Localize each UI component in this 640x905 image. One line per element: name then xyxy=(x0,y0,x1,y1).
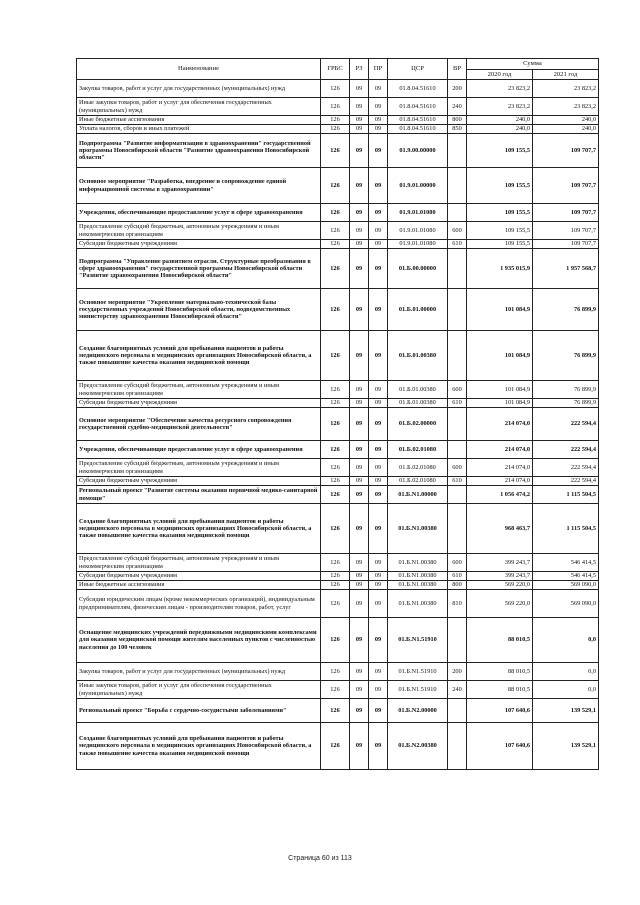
row-sum-2020: 109 155,5 xyxy=(467,134,533,168)
row-sum-2020: 23 823,2 xyxy=(467,98,533,116)
row-name: Субсидии бюджетным учреждениям xyxy=(77,477,321,486)
row-sum-2020: 569 220,0 xyxy=(467,590,533,618)
table-row xyxy=(77,399,599,408)
table-row xyxy=(77,80,599,98)
row-sum-2021: 222 594,4 xyxy=(533,477,599,486)
row-sum-2020: 399 243,7 xyxy=(467,554,533,572)
row-name: Создание благоприятных условий для пребывания пациентов и работы медицинского персонала в медицинских организациях Новосибирской области, а также повышение качества оказания медицинской помощи xyxy=(77,504,321,554)
row-name: Подпрограмма "Развитие информатизации в здравоохранении" государственной программы Новосибирской области "Развитие здравоохранения Новосибирской области" xyxy=(77,134,321,168)
row-pr: 09 xyxy=(369,289,388,331)
row-name: Предоставление субсидий бюджетным, автономным учреждениям и иным некоммерческим организациям xyxy=(77,222,321,240)
row-csr: 01.Б.N1.00380 xyxy=(388,554,448,572)
row-vr xyxy=(448,289,467,331)
row-sum-2021: 222 594,4 xyxy=(533,408,599,441)
table-row xyxy=(77,681,599,699)
row-grbs: 126 xyxy=(321,581,350,590)
row-pr: 09 xyxy=(369,504,388,554)
row-csr: 01.Б.N1.51910 xyxy=(388,663,448,681)
row-sum-2020: 214 074,0 xyxy=(467,459,533,477)
table-row xyxy=(77,204,599,222)
row-rz: 09 xyxy=(350,80,369,98)
row-sum-2020: 214 074,0 xyxy=(467,477,533,486)
row-grbs: 126 xyxy=(321,168,350,204)
table-row xyxy=(77,581,599,590)
row-sum-2020: 107 640,6 xyxy=(467,699,533,723)
row-vr: 610 xyxy=(448,399,467,408)
row-name: Субсидии бюджетным учреждениям xyxy=(77,399,321,408)
row-name: Региональный проект "Борьба с сердечно-сосудистыми заболеваниями" xyxy=(77,699,321,723)
row-grbs: 126 xyxy=(321,240,350,249)
header-vr: ВР xyxy=(448,59,467,80)
table-row xyxy=(77,98,599,116)
row-rz: 09 xyxy=(350,554,369,572)
table-row xyxy=(77,222,599,240)
row-grbs: 126 xyxy=(321,249,350,289)
row-csr: 01.8.04.51610 xyxy=(388,116,448,125)
table-row xyxy=(77,441,599,459)
row-name: Иные закупки товаров, работ и услуг для обеспечения государственных (муниципальных) нужд xyxy=(77,98,321,116)
table-row xyxy=(77,459,599,477)
row-vr xyxy=(448,331,467,381)
table-row xyxy=(77,168,599,204)
row-name: Предоставление субсидий бюджетным, автономным учреждениям и иным некоммерческим организациям xyxy=(77,381,321,399)
row-sum-2020: 1 935 015,9 xyxy=(467,249,533,289)
row-pr: 09 xyxy=(369,134,388,168)
row-sum-2020: 101 084,9 xyxy=(467,331,533,381)
budget-table xyxy=(76,58,599,770)
row-grbs: 126 xyxy=(321,590,350,618)
table-row xyxy=(77,554,599,572)
row-csr: 01.Б.N1.51910 xyxy=(388,618,448,663)
row-grbs: 126 xyxy=(321,134,350,168)
header-year-2021: 2021 год xyxy=(533,70,599,80)
row-vr: 600 xyxy=(448,554,467,572)
row-vr xyxy=(448,699,467,723)
row-rz: 09 xyxy=(350,98,369,116)
row-sum-2021: 240,0 xyxy=(533,116,599,125)
row-sum-2021: 0,0 xyxy=(533,681,599,699)
row-rz: 09 xyxy=(350,249,369,289)
table-row xyxy=(77,134,599,168)
row-sum-2020: 109 155,5 xyxy=(467,204,533,222)
row-pr: 09 xyxy=(369,80,388,98)
row-name: Предоставление субсидий бюджетным, автономным учреждениям и иным некоммерческим организациям xyxy=(77,554,321,572)
table-row xyxy=(77,723,599,770)
row-csr: 01.Б.N1.00000 xyxy=(388,486,448,504)
row-sum-2020: 101 084,9 xyxy=(467,289,533,331)
row-sum-2021: 0,0 xyxy=(533,618,599,663)
row-name: Основное мероприятие "Укрепление материально-технической базы государственных учреждений Новосибирской области, подведомственных министерству здравоохранения Новосибирской области" xyxy=(77,289,321,331)
row-sum-2020: 101 084,9 xyxy=(467,381,533,399)
row-name: Предоставление субсидий бюджетным, автономным учреждениям и иным некоммерческим организациям xyxy=(77,459,321,477)
row-rz: 09 xyxy=(350,331,369,381)
row-pr: 09 xyxy=(369,98,388,116)
row-grbs: 126 xyxy=(321,125,350,134)
row-vr: 240 xyxy=(448,98,467,116)
row-rz: 09 xyxy=(350,723,369,770)
row-name: Закупка товаров, работ и услуг для государственных (муниципальных) нужд xyxy=(77,663,321,681)
row-grbs: 126 xyxy=(321,222,350,240)
table-body xyxy=(77,80,599,770)
row-csr: 01.Б.N1.51910 xyxy=(388,681,448,699)
row-rz: 09 xyxy=(350,441,369,459)
header-grbs: ГРБС xyxy=(321,59,350,80)
row-rz: 09 xyxy=(350,240,369,249)
row-pr: 09 xyxy=(369,331,388,381)
row-rz: 09 xyxy=(350,590,369,618)
row-pr: 09 xyxy=(369,249,388,289)
row-sum-2021: 109 707,7 xyxy=(533,240,599,249)
row-vr xyxy=(448,723,467,770)
row-name: Создание благоприятных условий для пребывания пациентов и работы медицинского персонала в медицинских организациях Новосибирской области, а также повышение качества оказания медицинской помощи xyxy=(77,723,321,770)
row-vr: 200 xyxy=(448,80,467,98)
row-name: Субсидии юридическим лицам (кроме некоммерческих организаций), индивидуальным предпринимателям, физическим лицам - производителям товаров, работ, услуг xyxy=(77,590,321,618)
row-grbs: 126 xyxy=(321,331,350,381)
row-sum-2021: 569 090,0 xyxy=(533,581,599,590)
row-sum-2021: 1 957 568,7 xyxy=(533,249,599,289)
row-sum-2020: 214 074,0 xyxy=(467,441,533,459)
row-rz: 09 xyxy=(350,681,369,699)
row-rz: 09 xyxy=(350,408,369,441)
row-vr xyxy=(448,408,467,441)
row-rz: 09 xyxy=(350,581,369,590)
row-sum-2020: 968 463,7 xyxy=(467,504,533,554)
row-csr: 01.Б.02.01080 xyxy=(388,441,448,459)
row-rz: 09 xyxy=(350,572,369,581)
row-sum-2021: 109 707,7 xyxy=(533,134,599,168)
row-vr: 800 xyxy=(448,116,467,125)
header-csr: ЦСР xyxy=(388,59,448,80)
page-footer: Страница 60 из 113 xyxy=(288,855,352,862)
row-rz: 09 xyxy=(350,125,369,134)
row-sum-2021: 1 115 504,5 xyxy=(533,486,599,504)
row-name: Закупка товаров, работ и услуг для государственных (муниципальных) нужд xyxy=(77,80,321,98)
row-vr: 600 xyxy=(448,459,467,477)
row-csr: 01.Б.N2.00000 xyxy=(388,699,448,723)
row-rz: 09 xyxy=(350,477,369,486)
row-csr: 01.Б.02.01080 xyxy=(388,477,448,486)
row-sum-2020: 1 056 474,2 xyxy=(467,486,533,504)
row-grbs: 126 xyxy=(321,289,350,331)
row-grbs: 126 xyxy=(321,98,350,116)
row-vr: 610 xyxy=(448,572,467,581)
row-csr: 01.Б.N1.00380 xyxy=(388,581,448,590)
row-name: Иные бюджетные ассигнования xyxy=(77,581,321,590)
row-rz: 09 xyxy=(350,204,369,222)
row-name: Субсидии бюджетным учреждениям xyxy=(77,572,321,581)
row-pr: 09 xyxy=(369,116,388,125)
row-vr xyxy=(448,441,467,459)
row-csr: 01.Б.N1.00380 xyxy=(388,590,448,618)
header-year-2020: 2020 год xyxy=(467,70,533,80)
row-grbs: 126 xyxy=(321,381,350,399)
header-rz: РЗ xyxy=(350,59,369,80)
row-grbs: 126 xyxy=(321,504,350,554)
row-csr: 01.8.04.51610 xyxy=(388,125,448,134)
row-vr xyxy=(448,618,467,663)
row-name: Иные закупки товаров, работ и услуг для обеспечения государственных (муниципальных) нужд xyxy=(77,681,321,699)
row-pr: 09 xyxy=(369,168,388,204)
row-pr: 09 xyxy=(369,240,388,249)
row-sum-2021: 546 414,5 xyxy=(533,572,599,581)
row-sum-2020: 109 155,5 xyxy=(467,168,533,204)
row-sum-2020: 107 640,6 xyxy=(467,723,533,770)
row-name: Основное мероприятие "Разработка, внедрение и сопровождение единой информационной системы в здравоохранении" xyxy=(77,168,321,204)
row-vr: 810 xyxy=(448,590,467,618)
header-pr: ПР xyxy=(369,59,388,80)
row-sum-2021: 546 414,5 xyxy=(533,554,599,572)
row-vr xyxy=(448,504,467,554)
row-grbs: 126 xyxy=(321,80,350,98)
row-vr xyxy=(448,486,467,504)
row-sum-2020: 240,0 xyxy=(467,125,533,134)
row-csr: 01.9.01.00000 xyxy=(388,168,448,204)
row-sum-2020: 399 243,7 xyxy=(467,572,533,581)
table-row xyxy=(77,116,599,125)
row-grbs: 126 xyxy=(321,618,350,663)
row-grbs: 126 xyxy=(321,699,350,723)
row-rz: 09 xyxy=(350,116,369,125)
row-pr: 09 xyxy=(369,399,388,408)
row-vr xyxy=(448,168,467,204)
row-sum-2020: 88 010,5 xyxy=(467,663,533,681)
row-grbs: 126 xyxy=(321,459,350,477)
row-pr: 09 xyxy=(369,381,388,399)
row-sum-2021: 0,0 xyxy=(533,663,599,681)
row-sum-2021: 109 707,7 xyxy=(533,222,599,240)
row-vr xyxy=(448,204,467,222)
row-rz: 09 xyxy=(350,399,369,408)
row-csr: 01.Б.02.01080 xyxy=(388,459,448,477)
row-csr: 01.9.01.01080 xyxy=(388,222,448,240)
row-rz: 09 xyxy=(350,168,369,204)
row-name: Иные бюджетные ассигнования xyxy=(77,116,321,125)
row-sum-2021: 109 707,7 xyxy=(533,168,599,204)
row-sum-2021: 139 529,1 xyxy=(533,723,599,770)
table-row xyxy=(77,572,599,581)
table-row xyxy=(77,504,599,554)
row-sum-2021: 240,0 xyxy=(533,125,599,134)
row-csr: 01.9.01.01080 xyxy=(388,240,448,249)
row-grbs: 126 xyxy=(321,408,350,441)
table-row xyxy=(77,486,599,504)
row-name: Создание благоприятных условий для пребывания пациентов и работы медицинского персонала в медицинских организациях Новосибирской области, а также повышение качества оказания медицинской помощи xyxy=(77,331,321,381)
row-csr: 01.Б.00.00000 xyxy=(388,249,448,289)
row-sum-2021: 1 115 504,5 xyxy=(533,504,599,554)
row-grbs: 126 xyxy=(321,486,350,504)
table-row xyxy=(77,590,599,618)
row-grbs: 126 xyxy=(321,477,350,486)
row-csr: 01.9.01.01080 xyxy=(388,204,448,222)
row-sum-2020: 23 823,2 xyxy=(467,80,533,98)
row-rz: 09 xyxy=(350,663,369,681)
row-sum-2021: 76 899,9 xyxy=(533,381,599,399)
row-pr: 09 xyxy=(369,441,388,459)
row-pr: 09 xyxy=(369,699,388,723)
row-rz: 09 xyxy=(350,504,369,554)
row-vr: 850 xyxy=(448,125,467,134)
row-pr: 09 xyxy=(369,477,388,486)
header-sum: Сумма xyxy=(467,59,599,70)
row-csr: 01.Б.N2.00380 xyxy=(388,723,448,770)
row-grbs: 126 xyxy=(321,399,350,408)
row-sum-2020: 569 220,0 xyxy=(467,581,533,590)
row-csr: 01.Б.01.00000 xyxy=(388,289,448,331)
row-pr: 09 xyxy=(369,408,388,441)
row-rz: 09 xyxy=(350,486,369,504)
row-sum-2021: 222 594,4 xyxy=(533,459,599,477)
table-row xyxy=(77,699,599,723)
row-pr: 09 xyxy=(369,459,388,477)
row-name: Учреждения, обеспечивающие предоставление услуг в сфере здравоохранения xyxy=(77,204,321,222)
table-row xyxy=(77,477,599,486)
row-pr: 09 xyxy=(369,618,388,663)
row-vr: 200 xyxy=(448,663,467,681)
table-row xyxy=(77,663,599,681)
row-sum-2021: 76 899,9 xyxy=(533,331,599,381)
row-vr: 240 xyxy=(448,681,467,699)
row-vr: 610 xyxy=(448,240,467,249)
row-sum-2020: 109 155,5 xyxy=(467,240,533,249)
table-row xyxy=(77,618,599,663)
row-pr: 09 xyxy=(369,125,388,134)
row-vr: 600 xyxy=(448,222,467,240)
row-grbs: 126 xyxy=(321,663,350,681)
row-rz: 09 xyxy=(350,134,369,168)
row-grbs: 126 xyxy=(321,572,350,581)
row-csr: 01.Б.01.00380 xyxy=(388,399,448,408)
table-row xyxy=(77,249,599,289)
row-rz: 09 xyxy=(350,459,369,477)
row-grbs: 126 xyxy=(321,116,350,125)
row-grbs: 126 xyxy=(321,204,350,222)
row-vr: 800 xyxy=(448,581,467,590)
row-sum-2021: 23 823,2 xyxy=(533,98,599,116)
table-row xyxy=(77,289,599,331)
table-row xyxy=(77,408,599,441)
row-grbs: 126 xyxy=(321,554,350,572)
row-csr: 01.Б.01.00380 xyxy=(388,331,448,381)
row-vr: 600 xyxy=(448,381,467,399)
row-rz: 09 xyxy=(350,222,369,240)
row-sum-2021: 76 899,9 xyxy=(533,399,599,408)
table-row xyxy=(77,381,599,399)
row-pr: 09 xyxy=(369,581,388,590)
row-name: Оснащение медицинских учреждений передвижными медицинскими комплексами для оказания медицинской помощи жителям населенных пунктов с численностью населения до 100 человек xyxy=(77,618,321,663)
row-sum-2021: 569 090,0 xyxy=(533,590,599,618)
row-rz: 09 xyxy=(350,618,369,663)
row-sum-2021: 23 823,2 xyxy=(533,80,599,98)
row-rz: 09 xyxy=(350,699,369,723)
row-pr: 09 xyxy=(369,554,388,572)
row-pr: 09 xyxy=(369,222,388,240)
row-vr xyxy=(448,249,467,289)
row-pr: 09 xyxy=(369,486,388,504)
row-sum-2021: 222 594,4 xyxy=(533,441,599,459)
row-pr: 09 xyxy=(369,663,388,681)
row-pr: 09 xyxy=(369,572,388,581)
row-csr: 01.Б.02.00000 xyxy=(388,408,448,441)
row-sum-2021: 76 899,9 xyxy=(533,289,599,331)
row-pr: 09 xyxy=(369,204,388,222)
row-csr: 01.Б.N1.00380 xyxy=(388,504,448,554)
row-rz: 09 xyxy=(350,289,369,331)
row-name: Региональный проект "Развитие системы оказания первичной медико-санитарной помощи" xyxy=(77,486,321,504)
row-grbs: 126 xyxy=(321,723,350,770)
table-row xyxy=(77,240,599,249)
row-csr: 01.Б.01.00380 xyxy=(388,381,448,399)
row-name: Уплата налогов, сборов и иных платежей xyxy=(77,125,321,134)
row-csr: 01.Б.N1.00380 xyxy=(388,572,448,581)
table-row xyxy=(77,331,599,381)
header-name: Наименование xyxy=(77,59,321,80)
budget-table-container xyxy=(76,58,598,770)
row-sum-2020: 88 010,5 xyxy=(467,681,533,699)
row-sum-2020: 240,0 xyxy=(467,116,533,125)
row-pr: 09 xyxy=(369,723,388,770)
row-pr: 09 xyxy=(369,590,388,618)
row-name: Подпрограмма "Управление развитием отрасли. Структурные преобразования в сфере здравоохранения" государственной программы Новосибирской области "Развитие здравоохранения Новосибирской области" xyxy=(77,249,321,289)
row-grbs: 126 xyxy=(321,681,350,699)
row-sum-2020: 101 084,9 xyxy=(467,399,533,408)
row-rz: 09 xyxy=(350,381,369,399)
row-csr: 01.8.04.51610 xyxy=(388,80,448,98)
row-csr: 01.8.04.51610 xyxy=(388,98,448,116)
row-sum-2020: 88 010,5 xyxy=(467,618,533,663)
row-sum-2021: 109 707,7 xyxy=(533,204,599,222)
row-sum-2020: 214 074,0 xyxy=(467,408,533,441)
row-csr: 01.9.00.00000 xyxy=(388,134,448,168)
row-vr: 610 xyxy=(448,477,467,486)
row-name: Субсидии бюджетным учреждениям xyxy=(77,240,321,249)
row-name: Основное мероприятие "Обеспечение качества ресурсного сопровождения государственной судебно-медицинской деятельности" xyxy=(77,408,321,441)
row-sum-2020: 109 155,5 xyxy=(467,222,533,240)
row-grbs: 126 xyxy=(321,441,350,459)
row-name: Учреждения, обеспечивающие предоставление услуг в сфере здравоохранения xyxy=(77,441,321,459)
row-pr: 09 xyxy=(369,681,388,699)
table-row xyxy=(77,125,599,134)
row-vr xyxy=(448,134,467,168)
row-sum-2021: 139 529,1 xyxy=(533,699,599,723)
